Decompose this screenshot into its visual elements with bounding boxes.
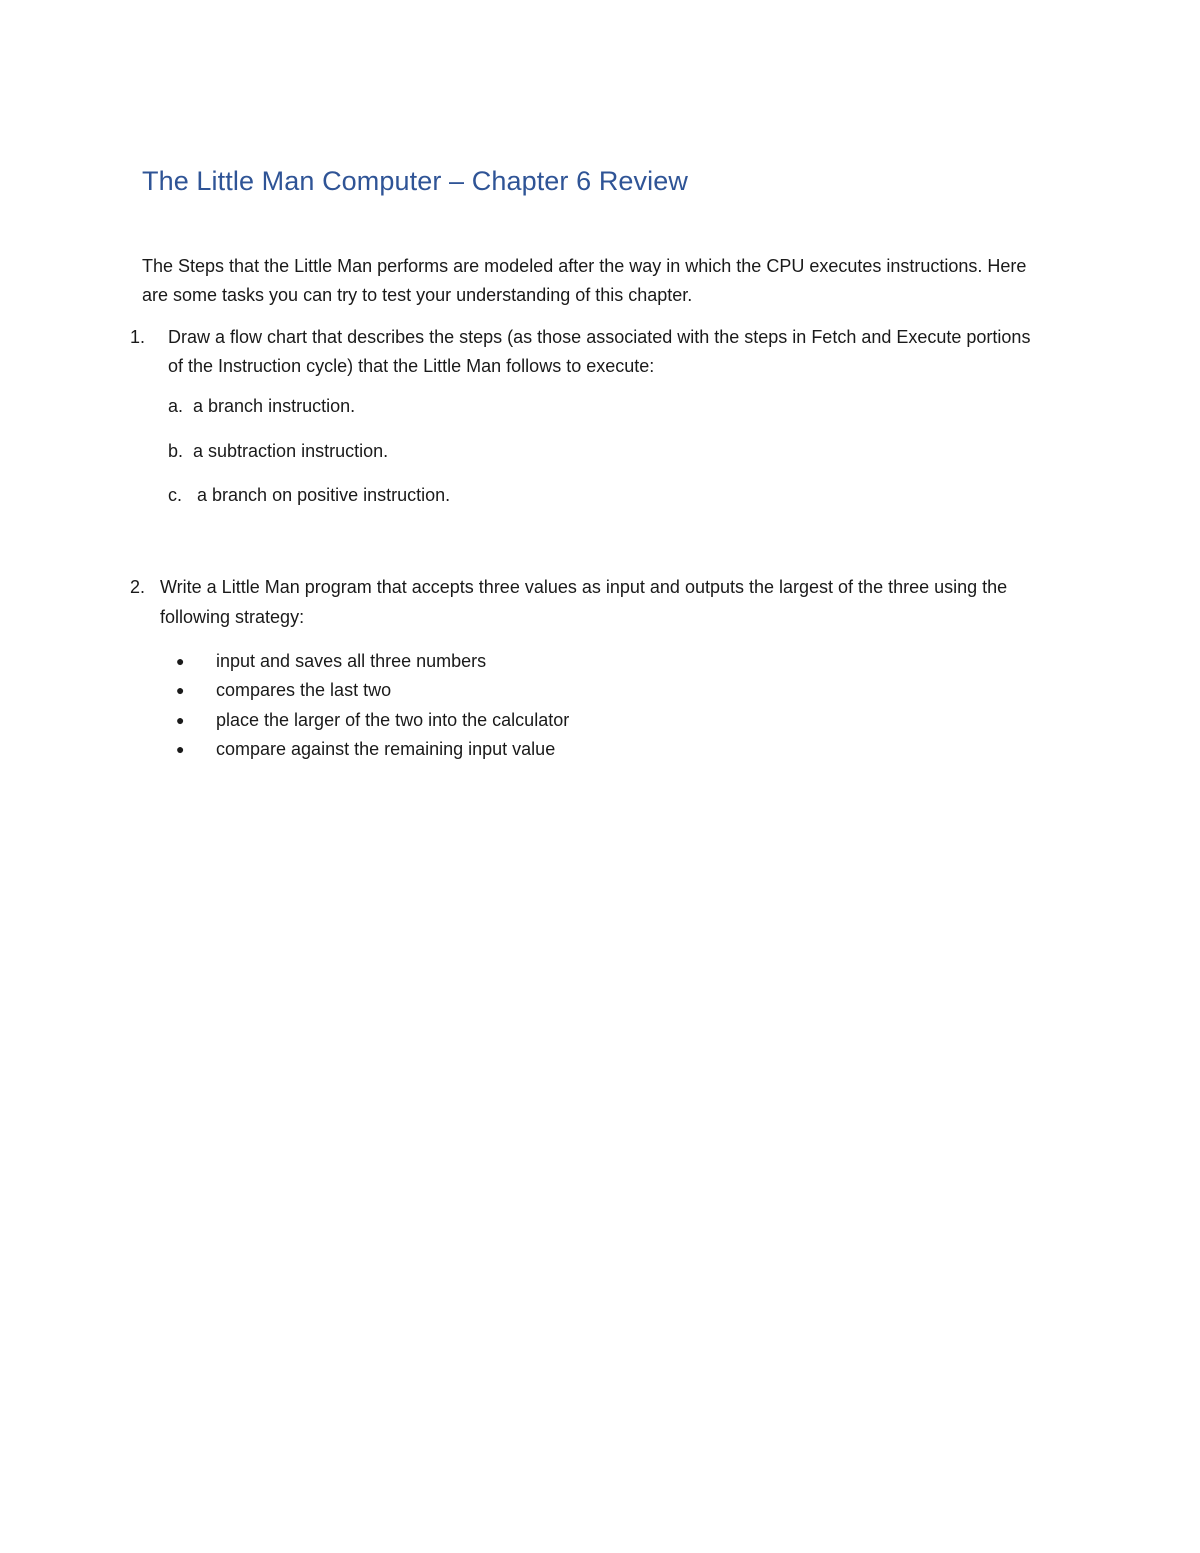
document-title: The Little Man Computer – Chapter 6 Review bbox=[142, 166, 688, 196]
list-item-text: compares the last two bbox=[216, 680, 392, 701]
list-item-text: place the larger of the two into the calculator bbox=[216, 709, 570, 730]
item-text: a subtraction instruction. bbox=[193, 441, 389, 461]
bullet-icon: ● bbox=[176, 740, 185, 757]
list-item bbox=[176, 676, 569, 705]
question-2-number: 2. bbox=[130, 577, 146, 597]
list-item bbox=[176, 735, 569, 764]
item-letter: a. bbox=[168, 396, 184, 416]
list-item-text: input and saves all three numbers bbox=[216, 651, 487, 671]
bullet-icon: ● bbox=[176, 711, 185, 728]
bullet-icon: ● bbox=[176, 682, 185, 699]
question-1-number: 1. bbox=[130, 327, 146, 347]
item-letter: c. bbox=[168, 485, 183, 505]
item-text: a branch on positive instruction. bbox=[197, 485, 451, 505]
intro-paragraph bbox=[142, 252, 1042, 310]
bullet-icon: ● bbox=[176, 653, 185, 669]
intro-text: The Steps that the Little Man performs are modeled after the way in which the CPU executes instructions. Here are some tasks you can try to test your understanding of this chapter. bbox=[142, 256, 1027, 305]
question-1-item-c bbox=[168, 485, 450, 506]
list-item bbox=[176, 647, 569, 676]
list-item bbox=[176, 706, 569, 735]
question-1-item-a bbox=[168, 396, 355, 417]
strategy-list bbox=[176, 647, 569, 764]
question-2-text: Write a Little Man program that accepts three values as input and outputs the largest of the three using the following strategy: bbox=[160, 577, 1008, 627]
item-letter: b. bbox=[168, 441, 184, 461]
question-1 bbox=[130, 323, 1050, 381]
item-text: a branch instruction. bbox=[193, 396, 356, 416]
question-1-item-b bbox=[168, 441, 388, 462]
question-2 bbox=[130, 572, 1050, 632]
list-item-text: compare against the remaining input value bbox=[216, 738, 556, 759]
question-1-text: Draw a flow chart that describes the steps (as those associated with the steps in Fetch and Execute portions of the Instruction cycle) that the Little Man follows to execute: bbox=[168, 327, 1031, 376]
